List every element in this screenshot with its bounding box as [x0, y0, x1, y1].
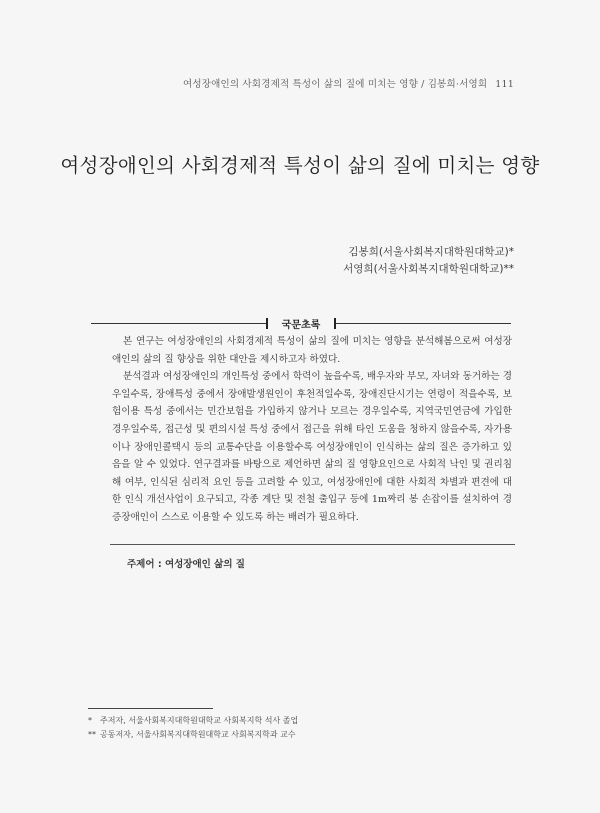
abstract-paragraph: 분석결과 여성장애인의 개인특성 중에서 학력이 높을수록, 배우자와 부모, 자녀와 동거하는 경우일수록, 장애특성 중에서 장애발생원인이 후천적일수록, 장애진단시기는 연령이 적을수록, 보험이용 특성 중에서는 민간보험을 가입하지 않거나 모르는 경우일수록, 지역국민연금에 가입한 경우일수록, 접근성 및 편의시설 특성 중에서 접근을 위해 타인 도움을 청하지 않을수록, 자가용이나 장애인콜택시 등의 교통수단을 이용할수록 여성장애인이 인식하는 삶의 질은 증가하고 있음을 알 수 있었다. 연구결과를 바탕으로 제언하면 삶의 질 영향요인으로 사회적 낙인 및 권리침해 여부, 인식된 심리적 요인 등을 고려할 수 있고, 여성장애인에 대한 사회적 차별과 편견에 대한 인식 개선사업이 요구되고, 각종 계단 및 전철 출입구 등에 1m짜리 봉 손잡이를 설치하여 경증장애인이 스스로 이용할 수 있도록 하는 배려가 필요하다. [112, 371, 512, 523]
footnote-text: 주저자, 서울사회복지대학원대학교 사회복지학 석사 졸업 [100, 716, 299, 725]
footnote-mark: * [88, 716, 92, 725]
abstract-paragraph: 본 연구는 여성장애인의 사회경제적 특성이 삶의 질에 미치는 영향을 분석해봄으로써 여성장애인의 삶의 질 향상을 위한 대안을 제시하고자 하였다. [112, 336, 512, 365]
abstract-body [112, 333, 512, 527]
footnote-item [88, 728, 298, 742]
footnote-text: 공동저자, 서울사회복지대학원대학교 사회복지학과 교수 [100, 730, 296, 739]
abstract-rule-right [336, 323, 511, 324]
abstract-heading: 국문초록 [281, 320, 321, 331]
running-head [183, 76, 514, 90]
author-coauthor: 서영희(서울사회복지대학원대학교)** [343, 263, 514, 275]
footnotes [88, 714, 298, 742]
author-primary: 김봉희(서울사회복지대학원대학교)* [348, 246, 514, 258]
footnote-divider [88, 708, 213, 709]
page-number: 111 [495, 79, 514, 90]
paper-title: 여성장애인의 사회경제적 특성이 삶의 질에 미치는 영향 [60, 154, 540, 177]
abstract-heading-rule [91, 317, 511, 331]
running-head-text: 여성장애인의 사회경제적 특성이 삶의 질에 미치는 영향 / 김봉희·서영희 [182, 79, 488, 90]
author-list [343, 244, 514, 278]
keywords-divider [110, 544, 515, 545]
keywords: 주제어 : 여성장애인 삶의 질 [127, 559, 245, 570]
footnote-mark: ** [88, 730, 96, 739]
footnote-item [88, 714, 298, 728]
